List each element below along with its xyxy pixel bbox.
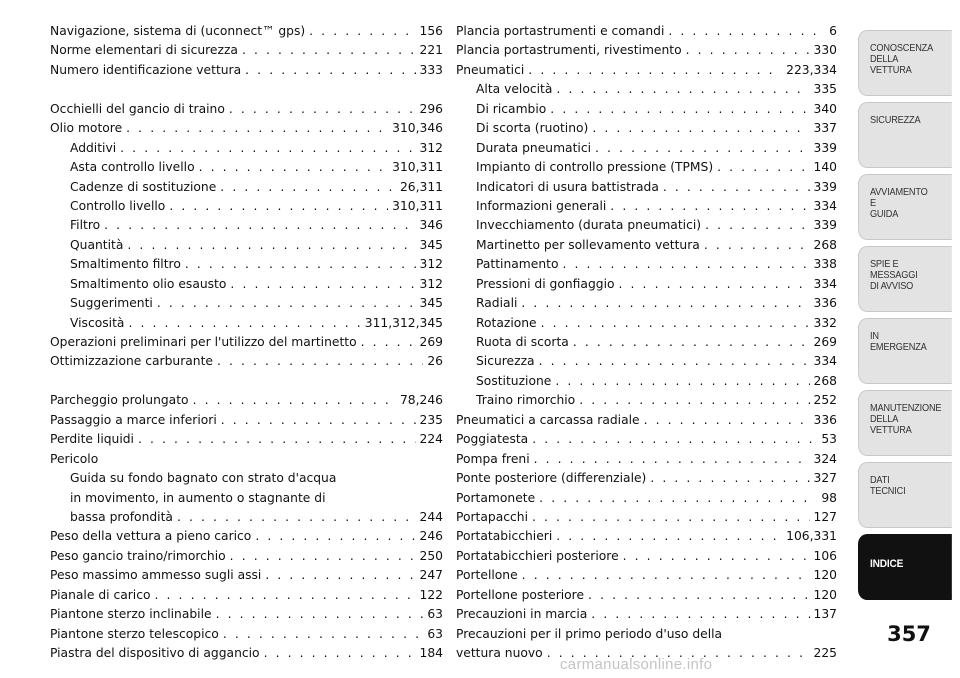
entry-title: Sicurezza bbox=[476, 354, 535, 369]
index-entry[interactable] bbox=[50, 411, 443, 430]
index-entry[interactable] bbox=[456, 605, 837, 624]
entry-title: Di scorta (ruotino) bbox=[476, 121, 589, 136]
index-entry[interactable] bbox=[50, 527, 443, 546]
entry-page-ref: 340 bbox=[813, 101, 837, 116]
dot-leader bbox=[644, 411, 810, 430]
index-entry[interactable] bbox=[456, 508, 837, 527]
dot-leader bbox=[521, 294, 809, 313]
index-entry[interactable] bbox=[50, 333, 443, 352]
tab-label-line: SICUREZZA bbox=[869, 115, 921, 126]
index-entry[interactable] bbox=[456, 314, 837, 333]
entry-title: Filtro bbox=[70, 218, 101, 233]
entry-title: Portatabicchieri bbox=[456, 529, 553, 544]
entry-title: Quantità bbox=[70, 237, 124, 252]
entry-title: Alta velocità bbox=[476, 82, 553, 97]
dot-leader bbox=[592, 119, 809, 138]
dot-leader bbox=[541, 314, 810, 333]
entry-title: Perdite liquidi bbox=[50, 432, 134, 447]
entry-page-ref: 324 bbox=[813, 451, 837, 466]
entry-title: Ruota di scorta bbox=[476, 335, 569, 349]
index-entry[interactable] bbox=[50, 644, 443, 663]
index-entry[interactable] bbox=[456, 294, 837, 313]
entry-page-ref: 269 bbox=[813, 335, 837, 349]
entry-page-ref: 346 bbox=[419, 218, 443, 233]
entry-page-ref: 333 bbox=[419, 62, 443, 77]
dot-leader bbox=[522, 566, 810, 585]
section-tab-in-emergenza[interactable] bbox=[858, 318, 952, 384]
tab-label-line: AVVIAMENTO bbox=[869, 187, 928, 198]
entry-title: Invecchiamento (durata pneumatici) bbox=[476, 218, 702, 233]
entry-title: Occhielli del gancio di traino bbox=[50, 101, 225, 116]
entry-page-ref: 246 bbox=[419, 529, 443, 544]
entry-page-ref: 334 bbox=[813, 198, 837, 213]
entry-page-ref: 122 bbox=[419, 587, 443, 602]
tab-label-line: CONOSCENZA bbox=[869, 43, 934, 54]
entry-page-ref: 310,346 bbox=[392, 121, 443, 136]
dot-leader bbox=[265, 566, 415, 585]
entry-title: vettura nuovo bbox=[456, 646, 543, 660]
index-entry[interactable] bbox=[456, 236, 837, 255]
entry-page-ref: 269 bbox=[419, 335, 443, 349]
dot-leader bbox=[309, 22, 415, 41]
entry-spacer bbox=[50, 372, 443, 391]
dot-leader bbox=[532, 430, 817, 449]
dot-leader bbox=[663, 178, 810, 197]
index-entry[interactable] bbox=[50, 508, 443, 527]
entry-title: Portamonete bbox=[456, 490, 536, 505]
index-entry[interactable] bbox=[456, 566, 837, 585]
entry-page-ref: 345 bbox=[419, 237, 443, 252]
entry-page-ref: 312 bbox=[419, 257, 443, 272]
entry-title: Asta controllo livello bbox=[70, 160, 195, 175]
dot-leader bbox=[550, 100, 809, 119]
entry-page-ref: 312 bbox=[419, 140, 443, 155]
index-entry[interactable] bbox=[50, 391, 443, 410]
dot-leader bbox=[573, 333, 810, 352]
dot-leader bbox=[562, 255, 809, 274]
tab-label-line: MESSAGGI bbox=[869, 270, 918, 281]
dot-leader bbox=[686, 41, 810, 60]
entry-title: Piantone sterzo telescopico bbox=[50, 626, 219, 641]
entry-page-ref: 335 bbox=[813, 82, 837, 97]
entry-title: Pattinamento bbox=[476, 257, 559, 272]
dot-leader bbox=[595, 139, 810, 158]
dot-leader bbox=[532, 508, 810, 527]
entry-page-ref: 224 bbox=[419, 432, 443, 447]
index-entry[interactable] bbox=[456, 430, 837, 449]
entry-title: Poggiatesta bbox=[456, 432, 529, 447]
entry-page-ref: 337 bbox=[813, 121, 837, 136]
index-entry[interactable] bbox=[50, 119, 443, 138]
entry-spacer bbox=[50, 80, 443, 99]
index-entry[interactable] bbox=[50, 430, 443, 449]
section-tab-conoscenza-della-vettura[interactable] bbox=[858, 30, 952, 96]
dot-leader bbox=[717, 158, 809, 177]
index-entry[interactable] bbox=[456, 216, 837, 235]
index-entry[interactable] bbox=[50, 236, 443, 255]
dot-leader bbox=[556, 80, 809, 99]
entry-title: bassa profondità bbox=[70, 509, 173, 524]
entry-page-ref: 336 bbox=[813, 412, 837, 427]
entry-page-ref: 296 bbox=[419, 101, 443, 116]
entry-page-ref: 334 bbox=[813, 354, 837, 369]
dot-leader bbox=[177, 508, 416, 527]
entry-page-ref: 339 bbox=[813, 179, 837, 194]
section-tab-manutenzione-della-vettura[interactable] bbox=[858, 390, 952, 456]
index-entry[interactable] bbox=[50, 314, 443, 333]
entry-title: Portellone bbox=[456, 568, 518, 583]
entry-page-ref: 223,334 bbox=[786, 62, 837, 77]
entry-page-ref: 78,246 bbox=[399, 393, 443, 408]
entry-page-ref: 225 bbox=[813, 646, 837, 660]
entry-page-ref: 339 bbox=[813, 140, 837, 155]
dot-leader bbox=[361, 333, 416, 352]
dot-leader bbox=[650, 469, 809, 488]
tab-label-line: TECNICI bbox=[869, 486, 906, 497]
index-entry[interactable] bbox=[50, 139, 443, 158]
index-entry[interactable] bbox=[456, 372, 837, 391]
entry-title: Numero identificazione vettura bbox=[50, 62, 242, 77]
index-entry[interactable] bbox=[456, 450, 837, 469]
entry-title: Sostituzione bbox=[476, 373, 552, 388]
dot-leader bbox=[138, 430, 416, 449]
index-entry[interactable] bbox=[50, 100, 443, 119]
dot-leader bbox=[221, 411, 416, 430]
section-tabs-sidebar bbox=[858, 30, 960, 606]
entry-title: Impianto di controllo pressione (TPMS) bbox=[476, 160, 714, 175]
section-tab-dati-tecnici[interactable] bbox=[858, 462, 952, 528]
dot-leader bbox=[128, 314, 360, 333]
dot-leader bbox=[169, 197, 388, 216]
index-entry[interactable] bbox=[50, 178, 443, 197]
entry-page-ref: 336 bbox=[813, 296, 837, 311]
tab-label-line: VETTURA bbox=[869, 425, 912, 436]
entry-title: Additivi bbox=[70, 140, 117, 155]
tab-label-line: DELLA bbox=[869, 414, 899, 425]
tab-label-line: DELLA bbox=[869, 54, 899, 65]
index-entry[interactable] bbox=[456, 586, 837, 605]
entry-title: Radiali bbox=[476, 296, 518, 311]
dot-leader bbox=[539, 489, 817, 508]
dot-leader bbox=[539, 352, 810, 371]
entry-title: Piastra del dispositivo di aggancio bbox=[50, 646, 260, 660]
entry-title: Portellone posteriore bbox=[456, 587, 585, 602]
index-entry[interactable] bbox=[456, 80, 837, 99]
entry-page-ref: 252 bbox=[813, 393, 837, 408]
dot-leader bbox=[704, 236, 810, 255]
dot-leader bbox=[216, 605, 424, 624]
index-entry[interactable] bbox=[50, 566, 443, 585]
entry-page-ref: 339 bbox=[813, 218, 837, 233]
entry-title: Ponte posteriore (differenziale) bbox=[456, 471, 647, 486]
dot-leader bbox=[126, 119, 388, 138]
entry-title: Plancia portastrumenti, rivestimento bbox=[456, 43, 682, 58]
dot-leader bbox=[610, 197, 809, 216]
entry-page-ref: 127 bbox=[813, 509, 837, 524]
entry-page-ref: 98 bbox=[821, 490, 837, 505]
entry-page-ref: 63 bbox=[427, 607, 443, 622]
entry-title: Smaltimento olio esausto bbox=[70, 276, 227, 291]
index-heading: Guida su fondo bagnato con strato d'acqua bbox=[70, 471, 337, 486]
entry-title: Operazioni preliminari per l'utilizzo del martinetto bbox=[50, 335, 357, 349]
section-tab-sicurezza[interactable] bbox=[858, 102, 952, 168]
entry-title: Martinetto per sollevamento vettura bbox=[476, 237, 700, 252]
entry-title: Pneumatici a carcassa radiale bbox=[456, 412, 640, 427]
entry-title: Plancia portastrumenti e comandi bbox=[456, 24, 665, 38]
index-entry[interactable] bbox=[50, 586, 443, 605]
entry-page-ref: 120 bbox=[813, 587, 837, 602]
index-entry[interactable] bbox=[456, 275, 837, 294]
dot-leader bbox=[668, 22, 825, 41]
entry-page-ref: 156 bbox=[419, 24, 443, 38]
entry-title: Smaltimento filtro bbox=[70, 257, 181, 272]
entry-title: Indicatori di usura battistrada bbox=[476, 179, 659, 194]
tab-label-line: GUIDA bbox=[869, 209, 899, 220]
dot-leader bbox=[528, 61, 782, 80]
dot-leader bbox=[127, 236, 415, 255]
dot-leader bbox=[579, 391, 809, 410]
entry-page-ref: 345 bbox=[419, 296, 443, 311]
dot-leader bbox=[230, 547, 416, 566]
dot-leader bbox=[104, 216, 415, 235]
index-heading: in movimento, in aumento o stagnante di bbox=[70, 490, 326, 505]
section-tab-indice[interactable] bbox=[858, 534, 952, 600]
entry-title: Pneumatici bbox=[456, 62, 525, 77]
section-tab-avviamento-e-guida[interactable] bbox=[858, 174, 952, 240]
entry-title: Navigazione, sistema di (uconnect™ gps) bbox=[50, 24, 306, 38]
dot-leader bbox=[705, 216, 809, 235]
tab-label-line: SPIE E bbox=[869, 259, 899, 270]
entry-title: Rotazione bbox=[476, 315, 537, 330]
entry-title: Peso della vettura a pieno carico bbox=[50, 529, 252, 544]
entry-page-ref: 311,312,345 bbox=[364, 315, 443, 330]
tab-label-line: DATI bbox=[869, 475, 890, 486]
dot-leader bbox=[217, 352, 423, 371]
entry-page-ref: 334 bbox=[813, 276, 837, 291]
entry-page-ref: 268 bbox=[813, 237, 837, 252]
tab-label-line: IN bbox=[869, 331, 879, 342]
index-column-right bbox=[456, 22, 837, 663]
entry-page-ref: 184 bbox=[419, 646, 443, 660]
tab-label-line: INDICE bbox=[869, 558, 904, 570]
index-entry[interactable] bbox=[50, 216, 443, 235]
index-entry[interactable] bbox=[50, 255, 443, 274]
index-entry[interactable] bbox=[50, 605, 443, 624]
dot-leader bbox=[230, 275, 415, 294]
entry-title: Passaggio a marce inferiori bbox=[50, 412, 217, 427]
tab-label-line: MANUTENZIONE bbox=[869, 403, 942, 414]
index-entry[interactable] bbox=[456, 22, 837, 41]
entry-title: Controllo livello bbox=[70, 198, 166, 213]
index-entry[interactable] bbox=[50, 352, 443, 371]
entry-title: Pianale di carico bbox=[50, 587, 151, 602]
index-entry[interactable] bbox=[456, 197, 837, 216]
entry-page-ref: 247 bbox=[419, 568, 443, 583]
entry-title: Parcheggio prolungato bbox=[50, 393, 189, 408]
index-entry[interactable] bbox=[456, 411, 837, 430]
entry-page-ref: 310,311 bbox=[392, 160, 443, 175]
dot-leader bbox=[229, 100, 416, 119]
dot-leader bbox=[264, 644, 416, 663]
index-entry[interactable] bbox=[50, 547, 443, 566]
entry-title: Portapacchi bbox=[456, 509, 528, 524]
entry-page-ref: 327 bbox=[813, 471, 837, 486]
dot-leader bbox=[619, 275, 810, 294]
entry-page-ref: 140 bbox=[813, 160, 837, 175]
dot-leader bbox=[242, 41, 416, 60]
dot-leader bbox=[556, 527, 782, 546]
entry-page-ref: 120 bbox=[813, 568, 837, 583]
index-entry[interactable] bbox=[456, 178, 837, 197]
entry-page-ref: 338 bbox=[813, 257, 837, 272]
dot-leader bbox=[120, 139, 415, 158]
index-entry[interactable] bbox=[456, 333, 837, 352]
index-entry[interactable] bbox=[456, 547, 837, 566]
entry-page-ref: 250 bbox=[419, 548, 443, 563]
index-entry[interactable] bbox=[456, 391, 837, 410]
entry-title: Informazioni generali bbox=[476, 198, 607, 213]
entry-page-ref: 312 bbox=[419, 276, 443, 291]
entry-title: Di ricambio bbox=[476, 101, 547, 116]
index-entry[interactable] bbox=[50, 294, 443, 313]
entry-title: Viscosità bbox=[70, 315, 125, 330]
index-entry[interactable] bbox=[456, 352, 837, 371]
entry-page-ref: 53 bbox=[821, 432, 837, 447]
index-entry[interactable] bbox=[50, 22, 443, 41]
section-tab-spie-e-messaggi-di-avviso[interactable] bbox=[858, 246, 952, 312]
dot-leader bbox=[157, 294, 416, 313]
entry-page-ref: 310,311 bbox=[392, 198, 443, 213]
index-entry[interactable] bbox=[456, 119, 837, 138]
entry-title: Norme elementari di sicurezza bbox=[50, 43, 238, 58]
entry-title: Piantone sterzo inclinabile bbox=[50, 607, 212, 622]
entry-page-ref: 244 bbox=[419, 509, 443, 524]
entry-title: Ottimizzazione carburante bbox=[50, 354, 213, 369]
dot-leader bbox=[588, 586, 809, 605]
dot-leader bbox=[555, 372, 809, 391]
tab-label-line: VETTURA bbox=[869, 65, 912, 76]
tab-label-line: DI AVVISO bbox=[869, 281, 914, 292]
index-entry[interactable] bbox=[50, 158, 443, 177]
watermark-text: carmanualsonline.info bbox=[560, 656, 713, 673]
entry-title: Precauzioni in marcia bbox=[456, 607, 588, 622]
index-entry[interactable] bbox=[456, 100, 837, 119]
dot-leader bbox=[591, 605, 809, 624]
entry-page-ref: 221 bbox=[419, 43, 443, 58]
index-entry[interactable] bbox=[456, 255, 837, 274]
entry-page-ref: 106 bbox=[813, 548, 837, 563]
entry-page-ref: 63 bbox=[427, 626, 443, 641]
entry-title: Olio motore bbox=[50, 121, 123, 136]
dot-leader bbox=[155, 586, 416, 605]
dot-leader bbox=[199, 158, 389, 177]
entry-page-ref: 26,311 bbox=[399, 179, 443, 194]
dot-leader bbox=[534, 450, 810, 469]
tab-label-line: E bbox=[869, 198, 876, 209]
entry-page-ref: 6 bbox=[829, 24, 837, 38]
index-entry[interactable] bbox=[456, 527, 837, 546]
index-entry[interactable] bbox=[456, 469, 837, 488]
index-entry[interactable] bbox=[50, 197, 443, 216]
index-entry[interactable] bbox=[50, 41, 443, 60]
index-heading: Pericolo bbox=[50, 451, 99, 466]
dot-leader bbox=[623, 547, 810, 566]
index-entry[interactable] bbox=[50, 61, 443, 80]
index-entry[interactable] bbox=[456, 489, 837, 508]
dot-leader bbox=[220, 178, 396, 197]
entry-title: Peso massimo ammesso sugli assi bbox=[50, 568, 262, 583]
entry-title: Cadenze di sostituzione bbox=[70, 179, 217, 194]
entry-title: Suggerimenti bbox=[70, 296, 153, 311]
index-entry[interactable] bbox=[456, 139, 837, 158]
entry-title: Portatabicchieri posteriore bbox=[456, 548, 619, 563]
entry-page-ref: 268 bbox=[813, 373, 837, 388]
dot-leader bbox=[193, 391, 396, 410]
entry-title: Peso gancio traino/rimorchio bbox=[50, 548, 226, 563]
index-entry[interactable] bbox=[456, 41, 837, 60]
entry-page-ref: 106,331 bbox=[786, 529, 837, 544]
index-entry[interactable] bbox=[456, 61, 837, 80]
entry-title: Durata pneumatici bbox=[476, 140, 592, 155]
dot-leader bbox=[185, 255, 416, 274]
index-entry[interactable] bbox=[50, 275, 443, 294]
index-entry[interactable] bbox=[50, 625, 443, 644]
page-number: 357 bbox=[887, 622, 931, 646]
entry-page-ref: 26 bbox=[427, 354, 443, 369]
entry-title: Traino rimorchio bbox=[476, 393, 576, 408]
index-column-left bbox=[50, 22, 443, 663]
tab-label-line: EMERGENZA bbox=[869, 342, 927, 353]
index-heading: Precauzioni per il primo periodo d'uso della bbox=[456, 626, 723, 641]
entry-page-ref: 137 bbox=[813, 607, 837, 622]
entry-page-ref: 330 bbox=[813, 43, 837, 58]
dot-leader bbox=[245, 61, 415, 80]
entry-title: Pompa freni bbox=[456, 451, 530, 466]
dot-leader bbox=[255, 527, 415, 546]
entry-page-ref: 235 bbox=[419, 412, 443, 427]
entry-page-ref: 332 bbox=[813, 315, 837, 330]
dot-leader bbox=[223, 625, 424, 644]
entry-title: Pressioni di gonfiaggio bbox=[476, 276, 615, 291]
index-entry[interactable] bbox=[456, 158, 837, 177]
